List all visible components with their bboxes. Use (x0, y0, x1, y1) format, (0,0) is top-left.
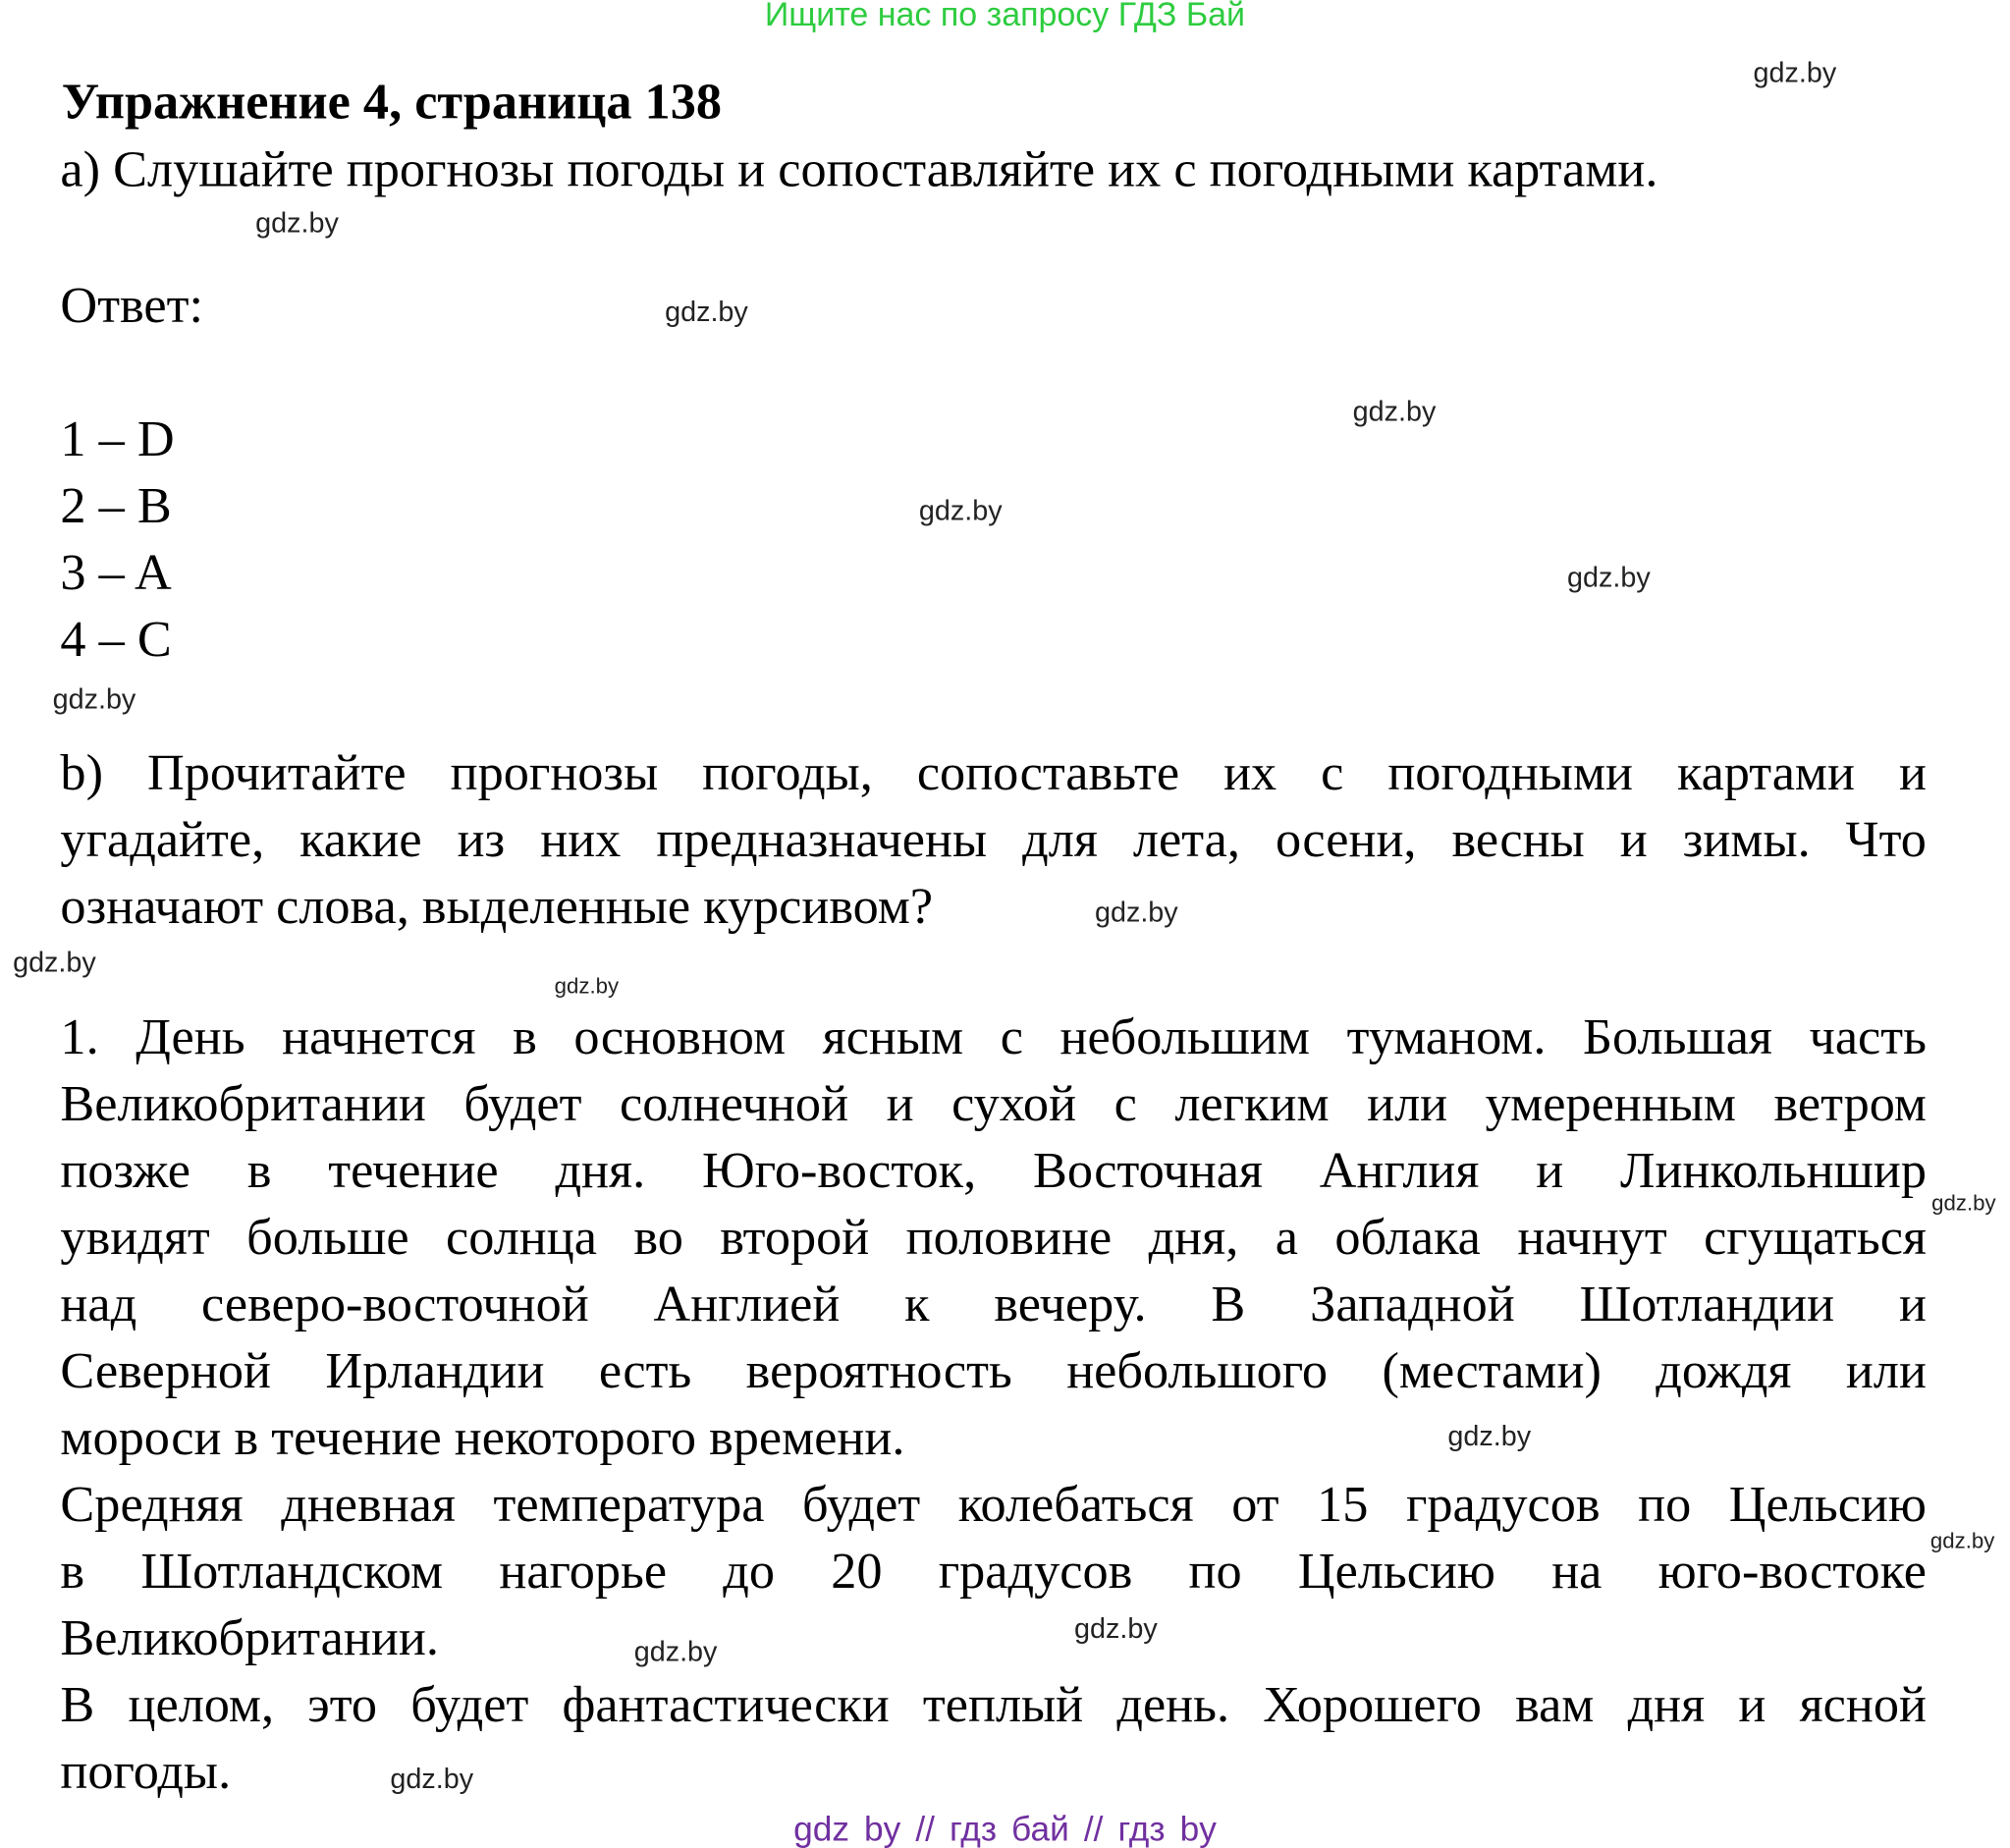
watermark: gdz.by (1931, 1190, 1996, 1216)
watermark: gdz.by (1929, 1528, 1995, 1553)
text-line: 1. День начнется в основном ясным с небольшим туманом. Большая часть (60, 1007, 1927, 1065)
watermark: gdz.by (1566, 561, 1651, 593)
watermark: gdz.by (554, 974, 620, 999)
text-line: Северной Ирландии есть вероятность небольшого (местами) дождя или (60, 1340, 1927, 1399)
answer-item: 2 – B (60, 475, 172, 534)
text-line: в Шотландском нагорье до 20 градусов по Цельсию на юго-востоке (60, 1541, 1927, 1600)
top-banner: Ищите нас по запросу ГДЗ Бай (764, 0, 1246, 33)
text-line: мороси в течение некоторого времени. (60, 1407, 905, 1466)
watermark: gdz.by (1094, 896, 1178, 929)
page-title: Упражнение 4, страница 138 (61, 72, 722, 131)
answer-label: Ответ: (60, 276, 204, 334)
text-line: В целом, это будет фантастически теплый день. Хорошего вам дня и ясной (60, 1674, 1927, 1733)
answer-item: 4 – C (60, 609, 172, 668)
watermark: gdz.by (255, 206, 339, 240)
part-b-question-line: означают слова, выделенные курсивом? (60, 876, 934, 935)
watermark: gdz.by (52, 682, 136, 716)
text-line: Великобритании будет солнечной и сухой с легким или умеренным ветром (60, 1074, 1927, 1132)
text-line: позже в течение дня. Юго-восток, Восточная Англия и Линкольншир (60, 1141, 1927, 1199)
part-a-question: a) Слушайте прогнозы погоды и сопоставляйте их с погодными картами. (60, 139, 1658, 198)
part-b-question-line: b) Прочитайте прогнозы погоды, сопоставьте их с погодными картами и (60, 742, 1927, 801)
watermark: gdz.by (13, 946, 96, 979)
text-line: Средняя дневная температура будет колебаться от 15 градусов по Цельсию (60, 1474, 1927, 1533)
text-line: погоды. (60, 1741, 232, 1800)
watermark: gdz.by (633, 1635, 718, 1667)
watermark: gdz.by (918, 494, 1003, 526)
text-line: над северо-восточной Англией к вечеру. В Западной Шотландии и (60, 1274, 1927, 1332)
watermark: gdz.by (1074, 1611, 1158, 1645)
text-line: увидят больше солнца во второй половине дня, а облака начнут сгущаться (60, 1207, 1927, 1266)
footer-links[interactable]: gdz by // гдз бай // гдз by (793, 1810, 1217, 1848)
text-line: Великобритании. (60, 1607, 439, 1666)
answer-item: 3 – A (60, 542, 172, 601)
answer-item: 1 – D (60, 408, 175, 467)
watermark: gdz.by (1447, 1419, 1532, 1452)
part-b-question-line: угадайте, какие из них предназначены для лета, осени, весны и зимы. Что (60, 809, 1927, 868)
watermark: gdz.by (1753, 56, 1837, 89)
watermark: gdz.by (390, 1762, 474, 1795)
watermark: gdz.by (1352, 395, 1437, 428)
watermark: gdz.by (665, 295, 748, 328)
